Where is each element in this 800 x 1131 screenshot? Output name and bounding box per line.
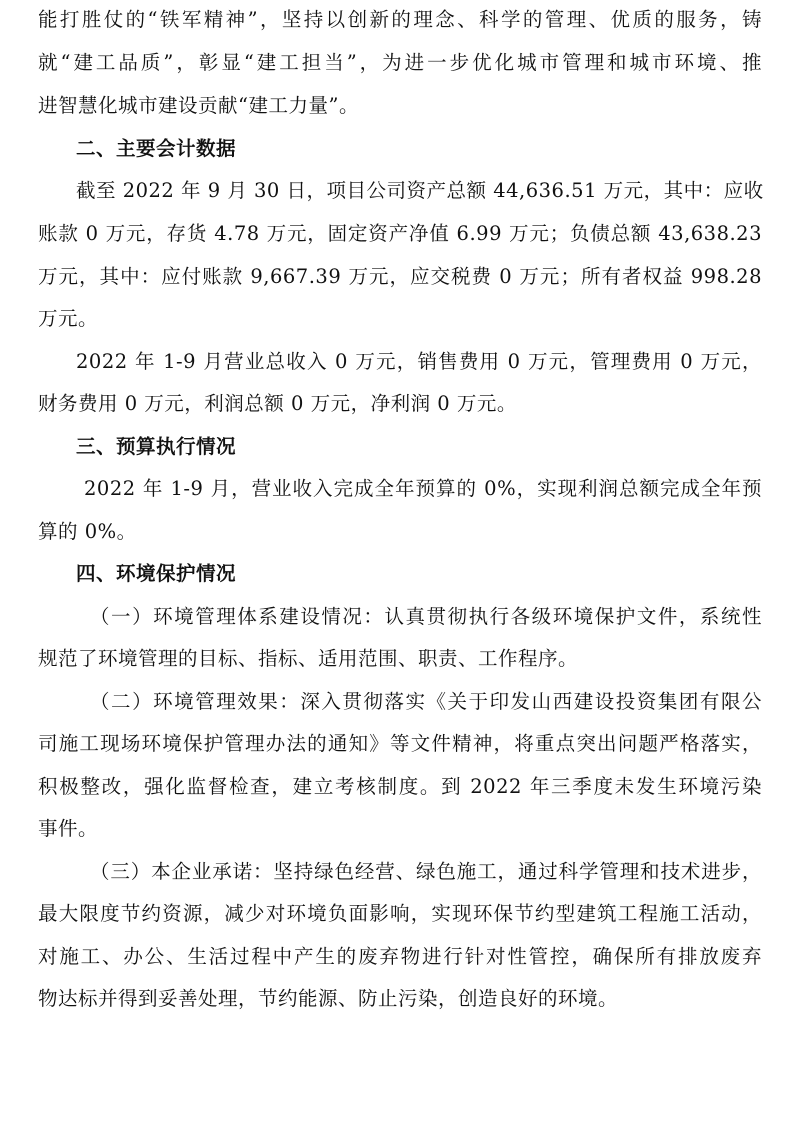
intro-line-1: 能打胜仗的“铁军精神”，坚持以创新的理念、科学的管理、优质的服务，铸 [38,8,762,31]
env-para2-line-2: 司施工现场环境保护管理办法的通知》等文件精神，将重点突出问题严格落实， [38,732,762,755]
accounting-para1-line-2: 账款 0 万元，存货 4.78 万元，固定资产净值 6.99 万元；负债总额 43,638.23 [38,222,762,245]
env-para3-line-1: （三）本企业承诺：坚持绿色经营、绿色施工，通过科学管理和技术进步， [90,860,762,883]
env-para1-line-2: 规范了环境管理的目标、指标、适用范围、职责、工作程序。 [38,647,579,670]
section-heading-budget-execution: 三、预算执行情况 [76,435,237,458]
accounting-para2-line-1: 2022 年 1-9 月营业总收入 0 万元，销售费用 0 万元，管理费用 0 万元， [76,350,762,373]
section-heading-accounting-data: 二、主要会计数据 [76,137,237,160]
env-para2-line-1: （二）环境管理效果：深入贯彻落实《关于印发山西建设投资集团有限公 [90,690,762,713]
accounting-para2-line-2: 财务费用 0 万元，利润总额 0 万元，净利润 0 万元。 [38,392,517,415]
budget-para-line-1: 2022 年 1-9 月，营业收入完成全年预算的 0%，实现利润总额完成全年预 [84,477,762,500]
accounting-para1-line-3: 万元，其中：应付账款 9,667.39 万元，应交税费 0 万元；所有者权益 998.28 [38,265,762,288]
intro-line-3: 进智慧化城市建设贡献“建工力量”。 [38,94,359,117]
env-para3-line-2: 最大限度节约资源，减少对环境负面影响，实现环保节约型建筑工程施工活动， [38,902,762,925]
intro-line-2: 就“建工品质”，彰显“建工担当”，为进一步优化城市管理和城市环境、推 [38,51,762,74]
env-para2-line-4: 事件。 [38,817,99,840]
env-para1-line-1: （一）环境管理体系建设情况：认真贯彻执行各级环境保护文件，系统性 [90,605,762,628]
env-para3-line-3: 对施工、办公、生活过程中产生的废弃物进行针对性管控，确保所有排放废弃 [38,945,762,968]
env-para2-line-3: 积极整改，强化监督检查，建立考核制度。到 2022 年三季度未发生环境污染 [38,775,762,798]
section-heading-environmental-protection: 四、环境保护情况 [76,562,237,585]
env-para3-line-4: 物达标并得到妥善处理，节约能源、防止污染，创造良好的环境。 [38,987,619,1010]
budget-para-line-2: 算的 0%。 [38,520,137,543]
accounting-para1-line-1: 截至 2022 年 9 月 30 日，项目公司资产总额 44,636.51 万元，其中：应收 [76,179,764,202]
accounting-para1-line-4: 万元。 [38,307,99,330]
